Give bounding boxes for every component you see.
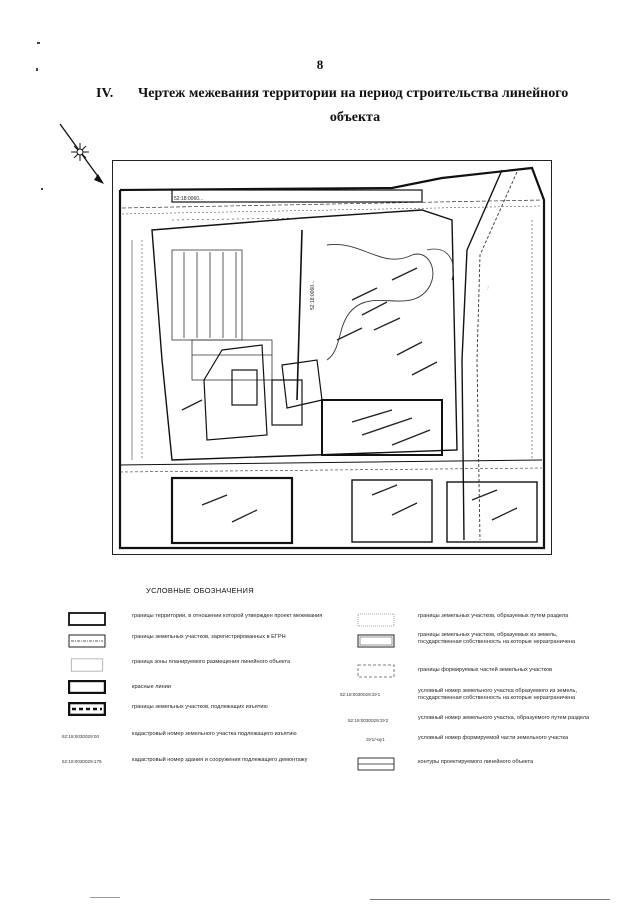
scan-line <box>370 899 610 900</box>
legend-text-division: границы земельных участков, образуемых путем раздела <box>418 613 569 619</box>
survey-map <box>112 160 552 555</box>
legend-text-linear-zone: граница зоны планируемого размещения линейного объекта <box>132 659 291 665</box>
legend-text-cadastral-seizure: кадастровый номер земельного участка подлежащего изъятию <box>132 731 297 737</box>
north-arrow-icon <box>58 122 108 186</box>
section-number: IV. <box>96 86 114 101</box>
legend-text-part: условный номер формируемой части земельного участка <box>418 735 569 741</box>
parcel-label-vertical: 52:18:0060... <box>310 280 316 310</box>
legend-text-parts: границы формируемых частей земельных участков <box>418 667 553 673</box>
legend-code-seizure: 52:18:0030029:00 <box>62 734 100 739</box>
legend-text-territory: границы территории, в отношении которой утвержден проект межевания <box>132 613 323 619</box>
legend-symbol-seizure <box>68 702 106 716</box>
map-frame <box>113 161 552 555</box>
legend-text-red-lines: красные линии <box>132 684 171 690</box>
legend-text-seizure: границы земельных участков, подлежащих изъятию <box>132 704 268 710</box>
legend-symbol-state-land <box>357 634 395 648</box>
legend-text-linear-object: контуры проектируемого линейного объекта <box>418 759 534 765</box>
legend-symbol-linear-object <box>357 757 395 771</box>
legend-text-cadastral-demolition: кадастровый номер здания и сооружения подлежащего демонтажу <box>132 757 308 763</box>
scan-mark <box>41 188 43 190</box>
legend-code-demolition: 52:18:0030029:179 <box>62 759 102 764</box>
legend-symbol-parts <box>357 664 395 678</box>
legend-symbol-linear-zone <box>68 658 106 672</box>
legend-symbol-territory <box>68 612 106 626</box>
legend-symbol-registered <box>68 634 106 648</box>
legend-symbol-division <box>357 613 395 627</box>
legend-code-zu2: 52:18:0030029:ЗУ2 <box>348 718 389 723</box>
legend-symbol-red-lines <box>68 680 106 694</box>
scan-line <box>90 897 120 898</box>
scan-mark <box>37 42 40 44</box>
legend-text-zu2: условный номер земельного участка, образуемого путем раздела <box>418 715 590 721</box>
page-number: 8 <box>316 57 324 72</box>
section-title-line1: Чертеж межевания территории на период строительства линейного <box>138 86 569 101</box>
legend-code-zu1: 52:18:0030029:ЗУ1 <box>340 692 381 697</box>
legend-text-registered: границы земельных участков, зарегистрированных в ЕГРН <box>132 634 286 640</box>
svg-text:...: ... <box>484 285 491 291</box>
legend-text-zu1: условный номер земельного участка образуемого из земель, государственная собственность на которые неразграничена <box>418 688 578 701</box>
parcel-label-top: 52:18:0060... <box>174 196 204 202</box>
section-title-line2: объекта <box>329 110 381 125</box>
legend-code-part: ЗУ1/чзу1 <box>366 737 385 742</box>
legend-title: УСЛОВНЫЕ ОБОЗНАЧЕНИЯ <box>146 586 254 595</box>
scan-mark <box>36 68 38 71</box>
legend-text-state-land: границы земельных участков, образуемых из земель, государственная собственность на которые неразграничена <box>418 632 576 645</box>
